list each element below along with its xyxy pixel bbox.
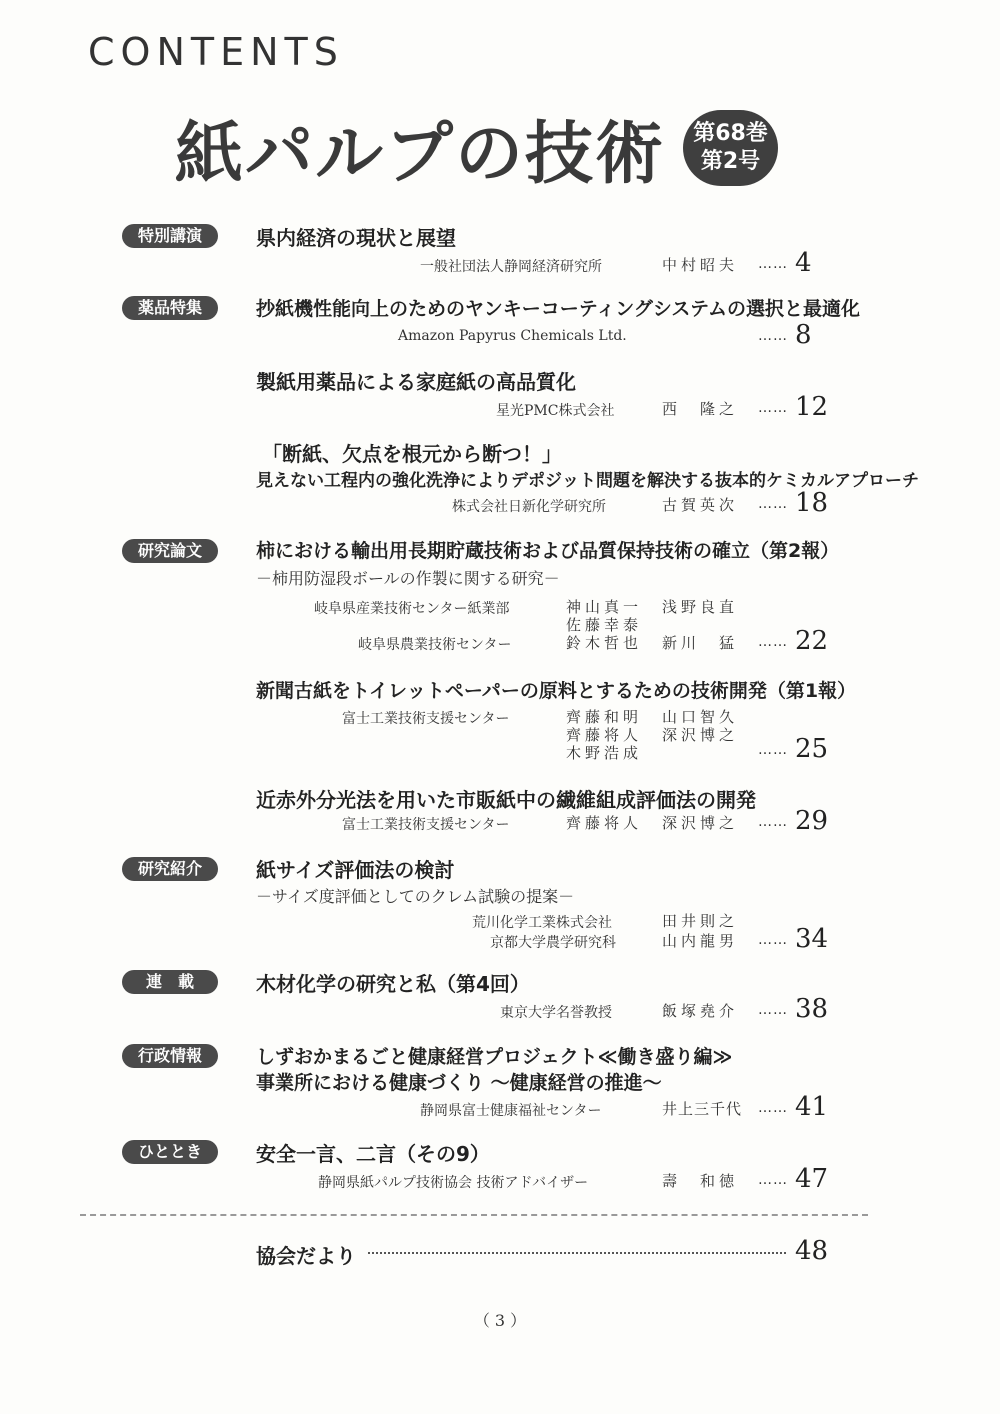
article-title[interactable]: 製紙用薬品による家庭紙の高品質化 xyxy=(256,370,576,394)
author: 新川 猛 xyxy=(662,634,739,652)
affiliation: 京都大学農学研究科 xyxy=(490,935,616,951)
article-subtitle: 見えない工程内の強化洗浄によりデポジット問題を解決する抜本的ケミカルアプローチ xyxy=(256,471,919,491)
leader-dots: …… xyxy=(758,634,788,650)
author: 壽 和徳 xyxy=(662,1172,739,1190)
author: 神山真一 xyxy=(566,598,643,616)
dashed-divider xyxy=(80,1214,868,1216)
volume-number: 第68巻 xyxy=(693,121,768,146)
news-title[interactable]: 協会だより xyxy=(256,1244,356,1268)
article-subtitle: －柿用防湿段ボールの作製に関する研究－ xyxy=(256,569,560,588)
author: 古賀英次 xyxy=(662,496,739,514)
author: 浅野良直 xyxy=(662,598,739,616)
article-title[interactable]: 県内経済の現状と展望 xyxy=(256,226,456,250)
volume-badge xyxy=(683,110,778,186)
article-title[interactable]: 抄紙機性能向上のためのヤンキーコーティングシステムの選択と最適化 xyxy=(256,298,861,320)
footer-page-number: （ 3 ） xyxy=(473,1311,527,1330)
leader-dots: …… xyxy=(758,400,788,416)
magazine-title: 紙パルプの技術 xyxy=(175,115,666,194)
author: 深沢博之 xyxy=(662,814,739,832)
article-title[interactable]: 紙サイズ評価法の検討 xyxy=(256,858,455,882)
article-title[interactable]: しずおかまるごと健康経営プロジェクト≪働き盛り編≫ xyxy=(256,1046,733,1068)
category-badge: 連 載 xyxy=(122,970,218,994)
page-number: 4 xyxy=(795,248,812,278)
category-badge: 薬品特集 xyxy=(122,296,218,320)
page-number: 12 xyxy=(795,392,829,422)
page-number: 38 xyxy=(795,994,829,1024)
author: 鈴木哲也 xyxy=(566,634,643,652)
author: 飯塚堯介 xyxy=(662,1002,739,1020)
leader-dots: …… xyxy=(758,1002,788,1018)
leader-dots: …… xyxy=(758,328,788,344)
page-number: 48 xyxy=(795,1236,829,1266)
affiliation: 株式会社日新化学研究所 xyxy=(452,499,606,515)
author: 田井則之 xyxy=(662,912,739,930)
affiliation: 一般社団法人静岡経済研究所 xyxy=(420,259,602,275)
affiliation: 富士工業技術支援センター xyxy=(342,817,510,833)
category-badge: ひととき xyxy=(122,1140,218,1164)
leader-dots: …… xyxy=(758,814,788,830)
affiliation: 岐阜県産業技術センター紙業部 xyxy=(314,601,510,617)
author: 山内龍男 xyxy=(662,932,739,950)
author: 井上三千代 xyxy=(662,1100,743,1118)
article-title[interactable]: 柿における輸出用長期貯蔵技術および品質保持技術の確立（第2報） xyxy=(256,540,840,562)
affiliation: 静岡県富士健康福祉センター xyxy=(420,1103,602,1119)
page-number: 22 xyxy=(795,626,829,656)
article-subtitle: －サイズ度評価としてのクレム試験の提案－ xyxy=(256,887,575,906)
affiliation: 星光PMC株式会社 xyxy=(496,403,615,419)
page-number: 41 xyxy=(795,1092,829,1122)
author: 佐藤幸泰 xyxy=(566,616,643,634)
contents-heading: CONTENTS xyxy=(88,30,344,74)
author: 山口智久 xyxy=(662,708,739,726)
page-number: 18 xyxy=(795,488,829,518)
issue-number: 第2号 xyxy=(700,149,761,174)
affiliation: 富士工業技術支援センター xyxy=(342,711,510,727)
affiliation: 東京大学名誉教授 xyxy=(500,1005,612,1021)
article-title[interactable]: 木材化学の研究と私（第4回） xyxy=(256,972,530,996)
leader-dots: …… xyxy=(758,256,788,272)
author: 齊藤将人 xyxy=(566,726,643,744)
leader-dots: …… xyxy=(758,932,788,948)
author: 木野浩成 xyxy=(566,744,643,762)
affiliation: 静岡県紙パルプ技術協会 技術アドバイザー xyxy=(318,1175,589,1191)
author: 西 隆之 xyxy=(662,400,739,418)
article-title[interactable]: 近赤外分光法を用いた市販紙中の繊維組成評価法の開発 xyxy=(256,788,756,812)
article-title-line2: 事業所における健康づくり ～健康経営の推進～ xyxy=(256,1072,662,1094)
leader-dots xyxy=(368,1252,786,1254)
leader-dots: …… xyxy=(758,742,788,758)
affiliation: 岐阜県農業技術センター xyxy=(358,637,512,653)
page-number: 47 xyxy=(795,1164,829,1194)
author: 齊藤将人 xyxy=(566,814,643,832)
author: 齊藤和明 xyxy=(566,708,643,726)
page-number: 29 xyxy=(795,806,829,836)
author: 深沢博之 xyxy=(662,726,739,744)
page-number: 34 xyxy=(795,924,829,954)
category-badge: 研究紹介 xyxy=(122,857,218,881)
article-title[interactable]: 安全一言、二言（その9） xyxy=(256,1142,490,1166)
article-title[interactable]: 「断紙、欠点を根元から断つ！」 xyxy=(262,442,562,466)
category-badge: 研究論文 xyxy=(122,539,218,563)
leader-dots: …… xyxy=(758,1172,788,1188)
article-title[interactable]: 新聞古紙をトイレットペーパーの原料とするための技術開発（第1報） xyxy=(256,680,857,702)
category-badge: 特別講演 xyxy=(122,224,218,248)
category-badge: 行政情報 xyxy=(122,1044,218,1068)
page-number: 25 xyxy=(795,734,829,764)
leader-dots: …… xyxy=(758,1100,788,1116)
leader-dots: …… xyxy=(758,496,788,512)
page-number: 8 xyxy=(795,320,812,350)
affiliation: 荒川化学工業株式会社 xyxy=(472,915,612,931)
affiliation: Amazon Papyrus Chemicals Ltd. xyxy=(398,328,627,344)
author: 中村昭夫 xyxy=(662,256,739,274)
